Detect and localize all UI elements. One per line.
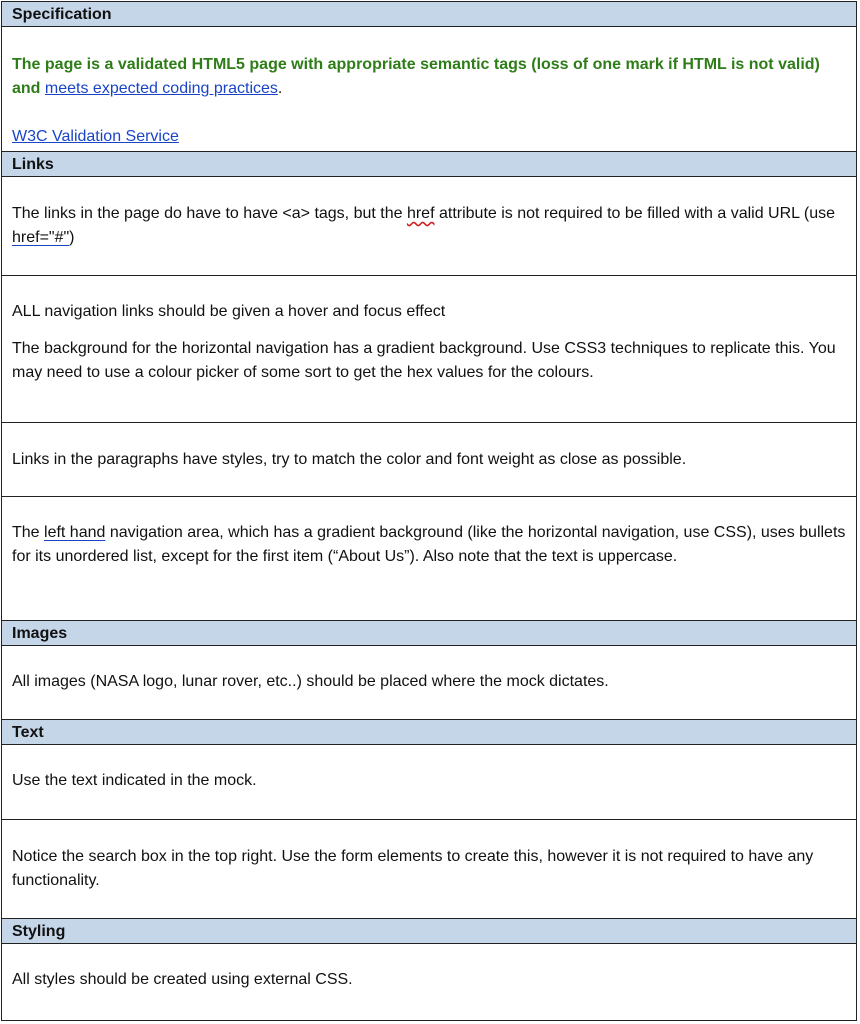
validation-requirement	[12, 53, 846, 101]
href-word: href	[406, 205, 435, 222]
images-placement-requirement: All images (NASA logo, lunar rover, etc..) should be placed where the mock dictates.	[12, 673, 609, 690]
section-header-text: Text	[2, 720, 856, 745]
w3c-paragraph	[12, 125, 846, 149]
gradient-nav-requirement: The background for the horizontal navigation has a gradient background. Use CSS3 techniques to replicate this. You may need to use a colour picker of some sort to get the hex values for the colours.	[12, 340, 836, 381]
left-hand-phrase: left hand	[44, 524, 106, 541]
section-header-images: Images	[2, 621, 856, 646]
links-item-1	[2, 177, 856, 276]
specification-table	[1, 1, 857, 1021]
styling-item-1	[2, 944, 856, 1020]
search-box-requirement: Notice the search box in the top right. Use the form elements to create this, however it is not required to have any functionality.	[12, 848, 814, 889]
left-nav-requirement: The left hand navigation area, which has a gradient background (like the horizontal navigation, use CSS), uses bullets for its unordered list, except for the first item (“About Us”). Also note that the text is uppercase.	[12, 524, 846, 565]
mock-text-requirement: Use the text indicated in the mock.	[12, 772, 257, 789]
hover-focus-requirement: ALL navigation links should be given a hover and focus effect	[12, 303, 446, 320]
links-item-2	[2, 276, 856, 423]
images-item-1	[2, 646, 856, 720]
coding-practices-link[interactable]: meets expected coding practices	[44, 80, 278, 97]
section-header-specification: Specification	[2, 2, 856, 27]
paragraph-link-style-requirement: Links in the paragraphs have styles, try to match the color and font weight as close as possible.	[12, 451, 687, 468]
section-header-styling: Styling	[2, 919, 856, 944]
text-item-2	[2, 820, 856, 919]
links-item-4	[2, 497, 856, 621]
anchor-tag-requirement: The links in the page do have to have <a> tags, but the href attribute is not required to be filled with a valid URL (use href="#")	[12, 205, 836, 246]
href-example: href="#"	[12, 229, 70, 246]
links-item-3	[2, 423, 856, 497]
specification-cell	[2, 27, 856, 152]
section-header-links: Links	[2, 152, 856, 177]
external-css-requirement: All styles should be created using external CSS.	[12, 971, 353, 988]
validation-text: The page is a validated HTML5 page with appropriate semantic tags (loss of one mark if HTML is not valid) and	[12, 56, 820, 97]
text-item-1	[2, 745, 856, 820]
period: .	[277, 80, 283, 97]
w3c-validation-link[interactable]: W3C Validation Service	[12, 128, 179, 145]
